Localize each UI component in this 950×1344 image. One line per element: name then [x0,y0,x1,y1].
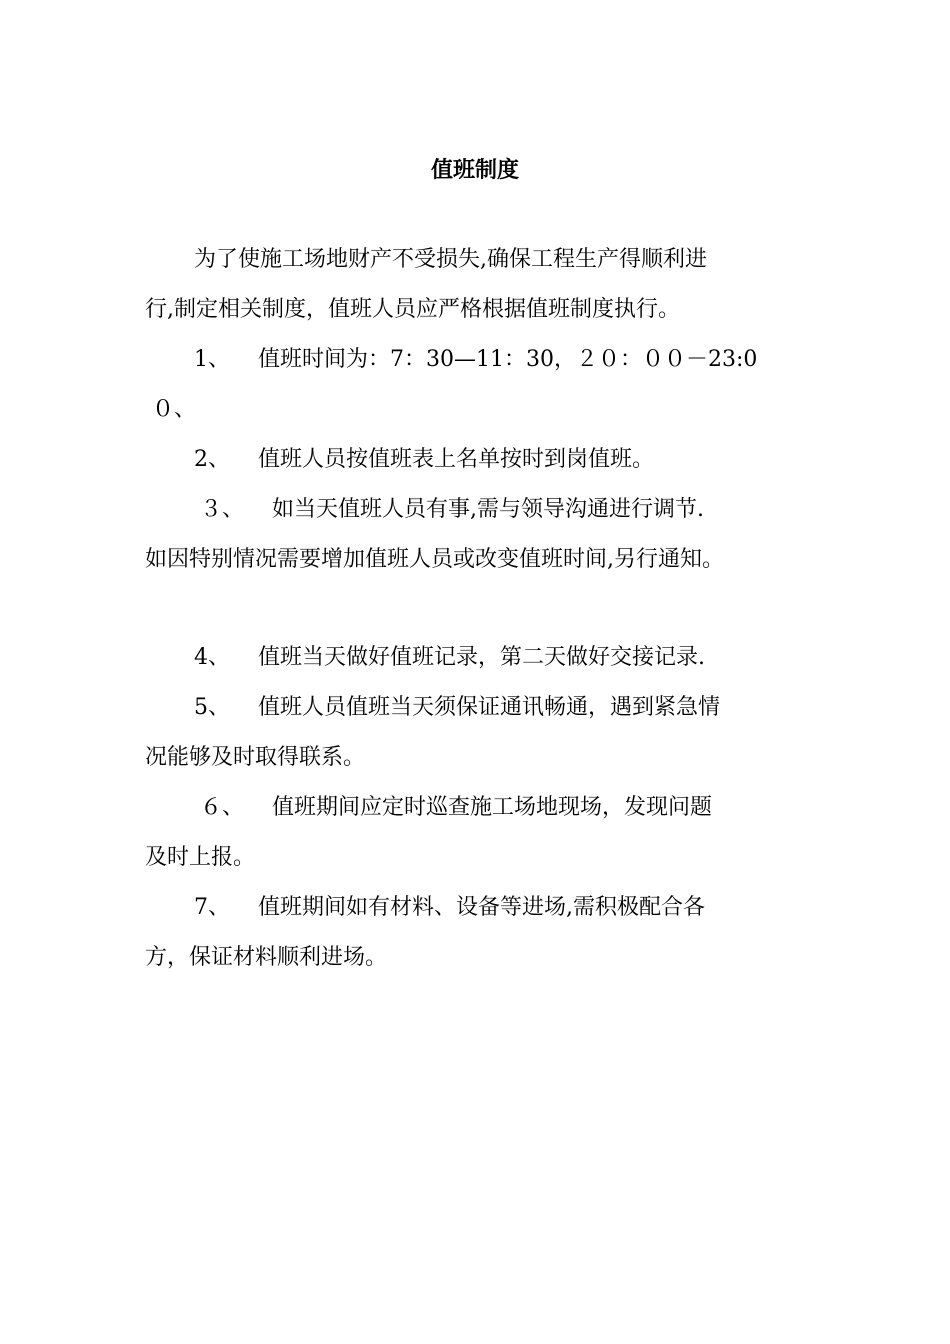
item-number: 5、 [194,695,230,720]
intro-line-2: 行,制定相关制度，值班人员应严格根据值班制度执行。 [145,297,680,322]
item-6-continuation: 及时上报。 [145,845,256,870]
item-3 [200,492,704,528]
item-text: 值班时间为：7：30—11：30，２０：００－23:0 [258,347,758,372]
item-text: 值班当天做好值班记录，第二天做好交接记录. [258,645,705,670]
item-2 [194,442,654,478]
item-text: 值班期间如有材料、设备等进场,需积极配合各 [258,895,705,920]
item-text: 值班人员按值班表上名单按时到岗值班。 [258,447,655,472]
item-4 [194,640,705,676]
item-text: 值班人员值班当天须保证通讯畅通，遇到紧急情 [258,695,721,720]
item-number: 2、 [194,447,230,472]
intro-line-1: 为了使施工场地财产不受损失,确保工程生产得顺利进 [194,247,707,272]
item-number: 7、 [194,895,230,920]
item-number: ３、 [200,497,245,522]
item-text: 如当天值班人员有事,需与领导沟通进行调节. [272,497,704,522]
item-1 [194,342,757,378]
item-number: ６、 [200,795,245,820]
item-1-continuation: ０、 [152,397,197,422]
item-number: 4、 [194,645,230,670]
item-number: 1、 [194,347,230,372]
item-7-continuation: 方，保证材料顺利进场。 [145,945,388,970]
item-text: 值班期间应定时巡查施工场地现场，发现问题 [272,795,713,820]
item-3-continuation: 如因特别情况需要增加值班人员或改变值班时间,另行通知。 [145,547,724,572]
item-5-continuation: 况能够及时取得联系。 [145,745,366,770]
item-5 [194,690,720,726]
page-title: 值班制度 [430,158,519,183]
item-7 [194,890,705,926]
item-6 [200,790,712,826]
